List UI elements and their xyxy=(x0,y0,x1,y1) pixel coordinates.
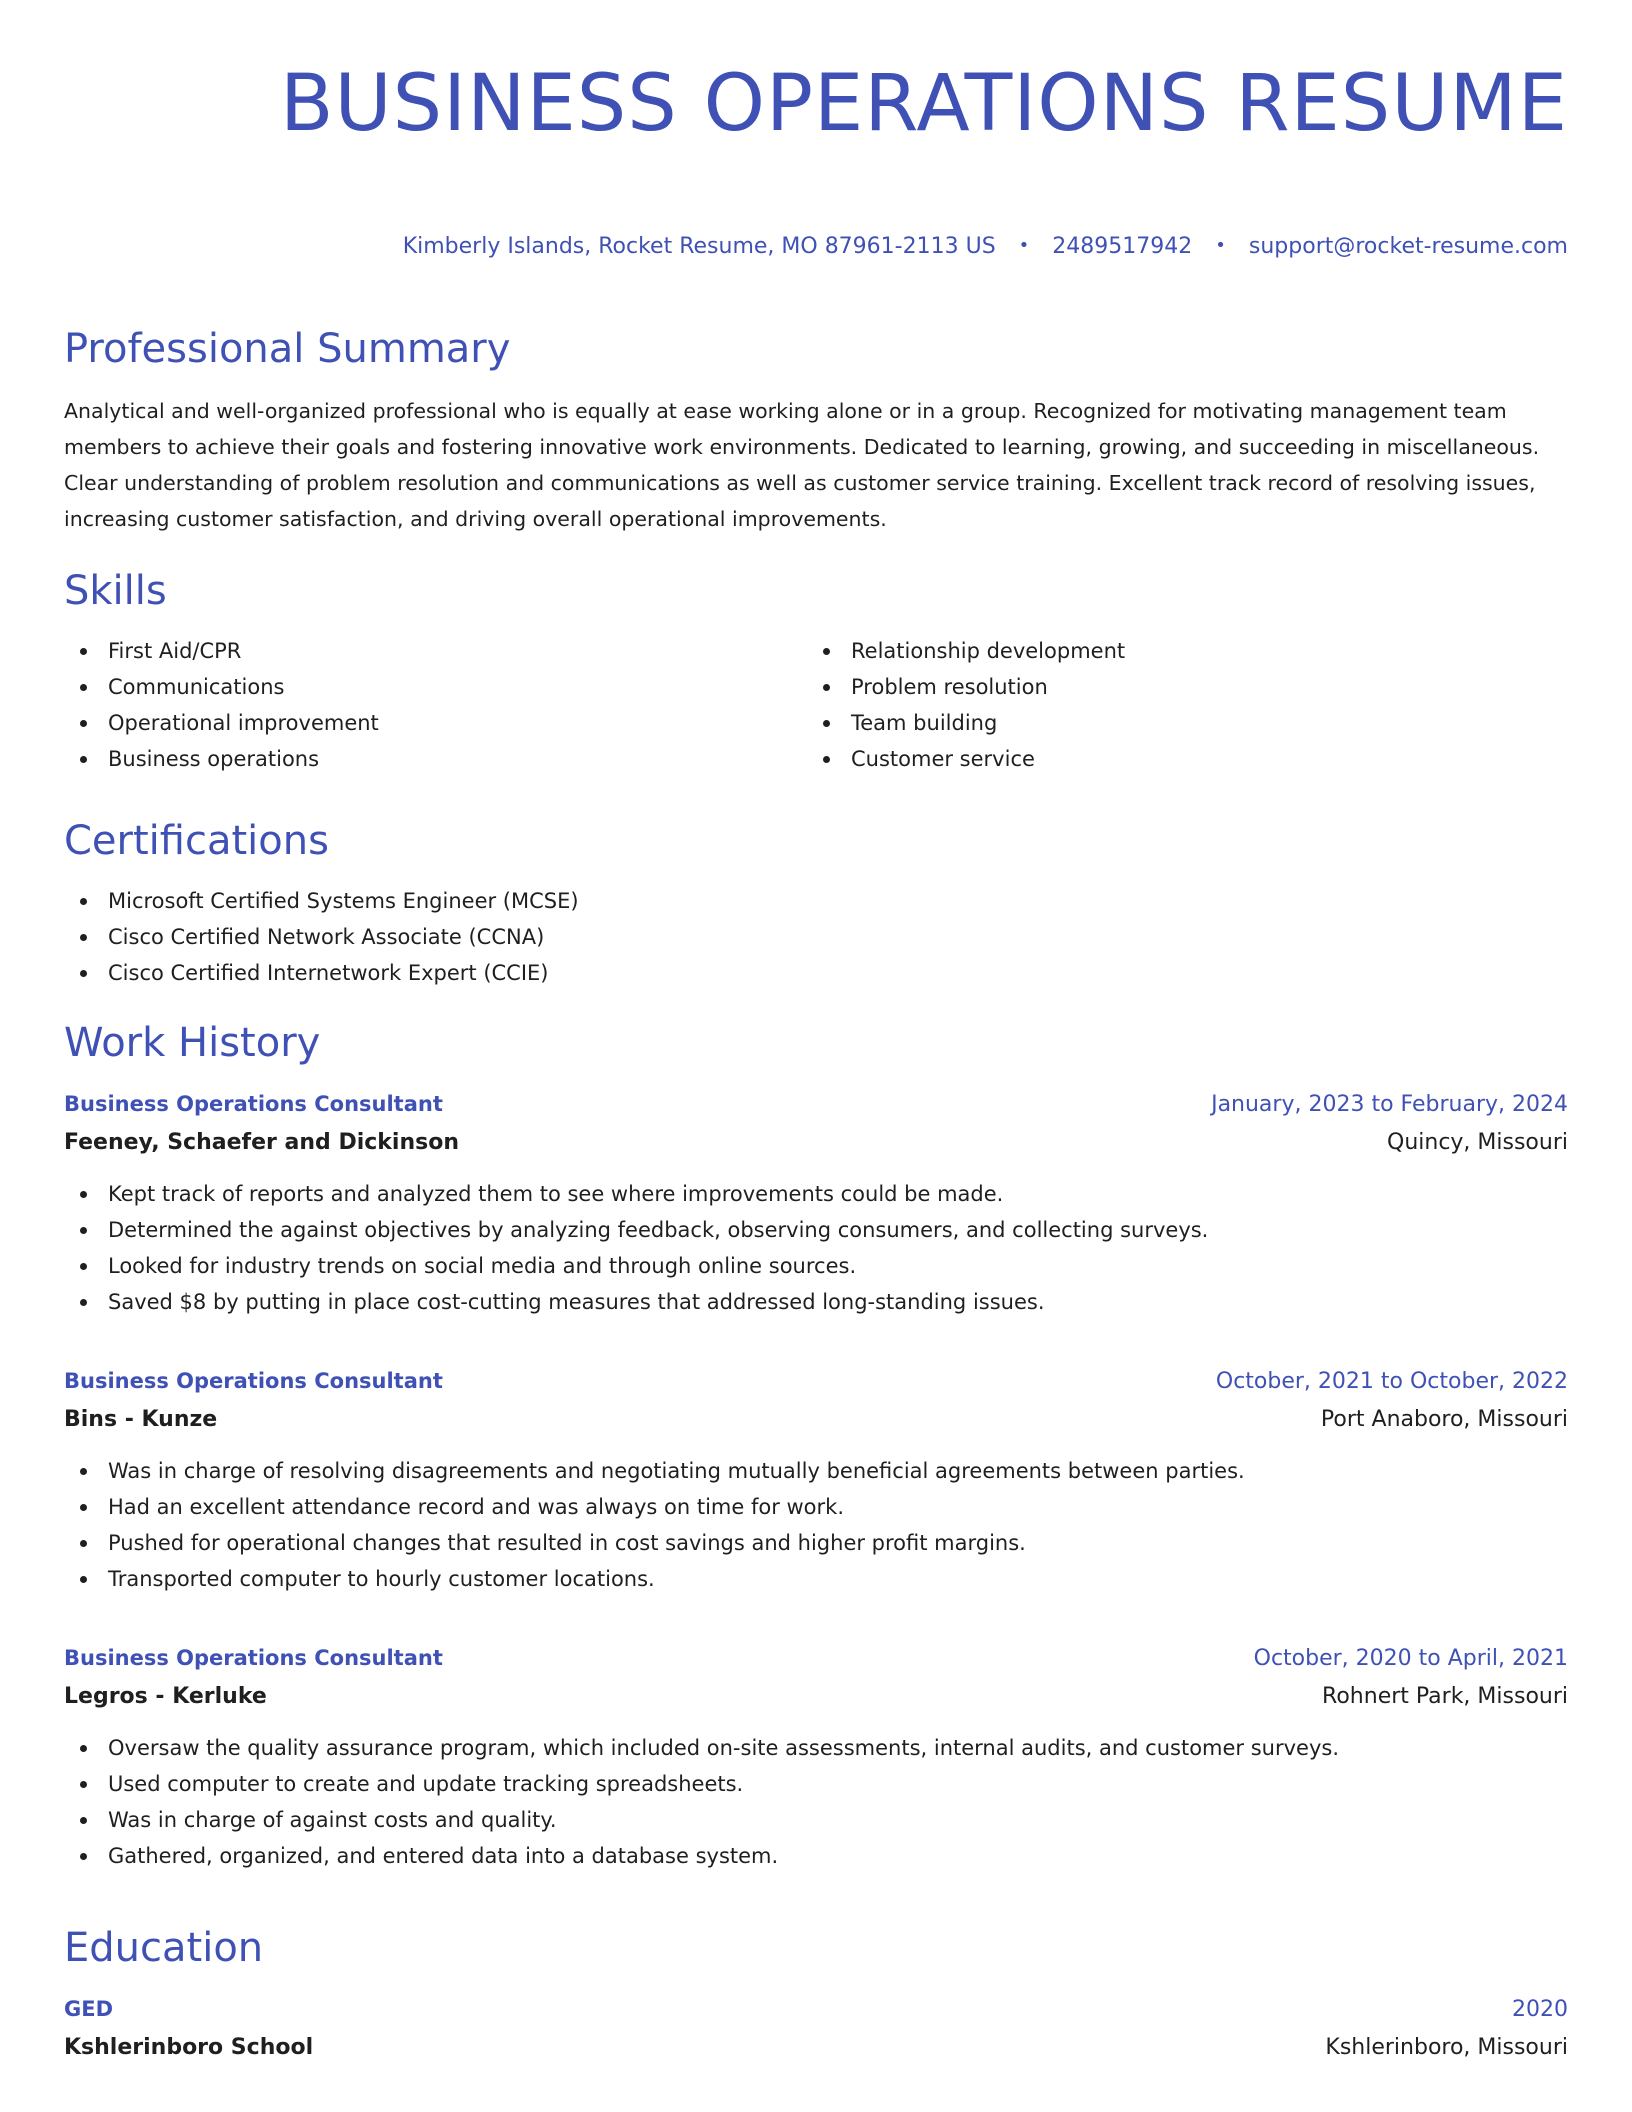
section-heading-work-history: Work History xyxy=(64,1020,321,1066)
education-location: Kshlerinboro, Missouri xyxy=(1325,2035,1568,2060)
job-dates: January, 2023 to February, 2024 xyxy=(1211,1092,1568,1117)
job-header-row xyxy=(64,1085,1568,1124)
job-company: Bins - Kunze xyxy=(64,1407,218,1432)
job-bullets xyxy=(64,1453,1568,1597)
job-header-row xyxy=(64,1362,1568,1401)
job-entry xyxy=(64,1362,1568,1597)
job-company-row xyxy=(64,1124,1568,1162)
skill-item: Business operations xyxy=(64,741,807,777)
education-degree: GED xyxy=(64,1997,114,2021)
job-bullet: Was in charge of resolving disagreements and negotiating mutually beneficial agreements between parties. xyxy=(64,1453,1568,1489)
certification-item: Cisco Certified Internetwork Expert (CCIE) xyxy=(64,955,1568,991)
job-bullet: Kept track of reports and analyzed them to see where improvements could be made. xyxy=(64,1176,1568,1212)
job-bullet: Transported computer to hourly customer locations. xyxy=(64,1561,1568,1597)
skill-item: Operational improvement xyxy=(64,705,807,741)
job-bullet: Looked for industry trends on social media and through online sources. xyxy=(64,1248,1568,1284)
job-bullet: Pushed for operational changes that resulted in cost savings and higher profit margins. xyxy=(64,1525,1568,1561)
skill-item: Customer service xyxy=(807,741,1550,777)
job-header-row xyxy=(64,1639,1568,1678)
skill-item: Relationship development xyxy=(807,633,1550,669)
job-location: Port Anaboro, Missouri xyxy=(1320,1407,1568,1432)
resume-title: BUSINESS OPERATIONS RESUME xyxy=(280,59,1568,149)
certifications-list xyxy=(64,883,1568,991)
skills-grid xyxy=(64,633,1568,777)
contact-separator: • xyxy=(1018,235,1030,256)
job-dates: October, 2021 to October, 2022 xyxy=(1215,1369,1568,1394)
job-bullets xyxy=(64,1730,1568,1874)
skill-item: First Aid/CPR xyxy=(64,633,807,669)
section-heading-education: Education xyxy=(64,1925,264,1971)
job-title: Business Operations Consultant xyxy=(64,1369,443,1393)
section-heading-skills: Skills xyxy=(64,568,167,614)
section-heading-summary: Professional Summary xyxy=(64,326,511,372)
education-header-row xyxy=(64,1990,1568,2029)
job-location: Rohnert Park, Missouri xyxy=(1322,1684,1568,1709)
certification-item: Cisco Certified Network Associate (CCNA) xyxy=(64,919,1568,955)
job-company: Legros - Kerluke xyxy=(64,1684,267,1709)
job-location: Quincy, Missouri xyxy=(1387,1130,1568,1155)
job-entry xyxy=(64,1085,1568,1320)
skills-list-right xyxy=(807,633,1550,777)
job-bullet: Was in charge of against costs and quality. xyxy=(64,1802,1568,1838)
job-bullet: Used computer to create and update tracking spreadsheets. xyxy=(64,1766,1568,1802)
education-school-row xyxy=(64,2029,1568,2067)
contact-email: support@rocket-resume.com xyxy=(1248,234,1568,259)
skill-item: Communications xyxy=(64,669,807,705)
contact-phone: 2489517942 xyxy=(1052,234,1193,259)
education-school: Kshlerinboro School xyxy=(64,2035,314,2060)
contact-line xyxy=(64,232,1568,263)
skills-list-left xyxy=(64,633,807,777)
job-bullet: Gathered, organized, and entered data into a database system. xyxy=(64,1838,1568,1874)
job-entry xyxy=(64,1639,1568,1874)
job-company-row xyxy=(64,1401,1568,1439)
job-bullet: Determined the against objectives by analyzing feedback, observing consumers, and collecting surveys. xyxy=(64,1212,1568,1248)
skill-item: Team building xyxy=(807,705,1550,741)
job-dates: October, 2020 to April, 2021 xyxy=(1253,1646,1568,1671)
section-heading-certifications: Certifications xyxy=(64,818,329,864)
job-bullet: Saved $8 by putting in place cost-cutting measures that addressed long-standing issues. xyxy=(64,1284,1568,1320)
job-bullets xyxy=(64,1176,1568,1320)
certification-item: Microsoft Certified Systems Engineer (MCSE) xyxy=(64,883,1568,919)
contact-separator: • xyxy=(1215,235,1226,256)
education-year: 2020 xyxy=(1512,1997,1568,2022)
job-company: Feeney, Schaefer and Dickinson xyxy=(64,1130,459,1155)
education-entry xyxy=(64,1990,1568,2067)
job-company-row xyxy=(64,1678,1568,1716)
job-bullet: Had an excellent attendance record and was always on time for work. xyxy=(64,1489,1568,1525)
job-bullet: Oversaw the quality assurance program, which included on-site assessments, internal audits, and customer surveys. xyxy=(64,1730,1568,1766)
contact-address: Kimberly Islands, Rocket Resume, MO 87961-2113 US xyxy=(402,234,996,259)
job-title: Business Operations Consultant xyxy=(64,1646,443,1670)
summary-text: Analytical and well-organized professional who is equally at ease working alone or in a group. Recognized for motivating management team members to achieve their goals and fostering innovative work environments. Dedicated to learning, growing, and succeeding in miscellaneous. Clear understanding of problem resolution and communications as well as customer service training. Excellent track record of resolving issues, increasing customer satisfaction, and driving overall operational improvements. xyxy=(64,399,1540,531)
job-title: Business Operations Consultant xyxy=(64,1092,443,1116)
skill-item: Problem resolution xyxy=(807,669,1550,705)
